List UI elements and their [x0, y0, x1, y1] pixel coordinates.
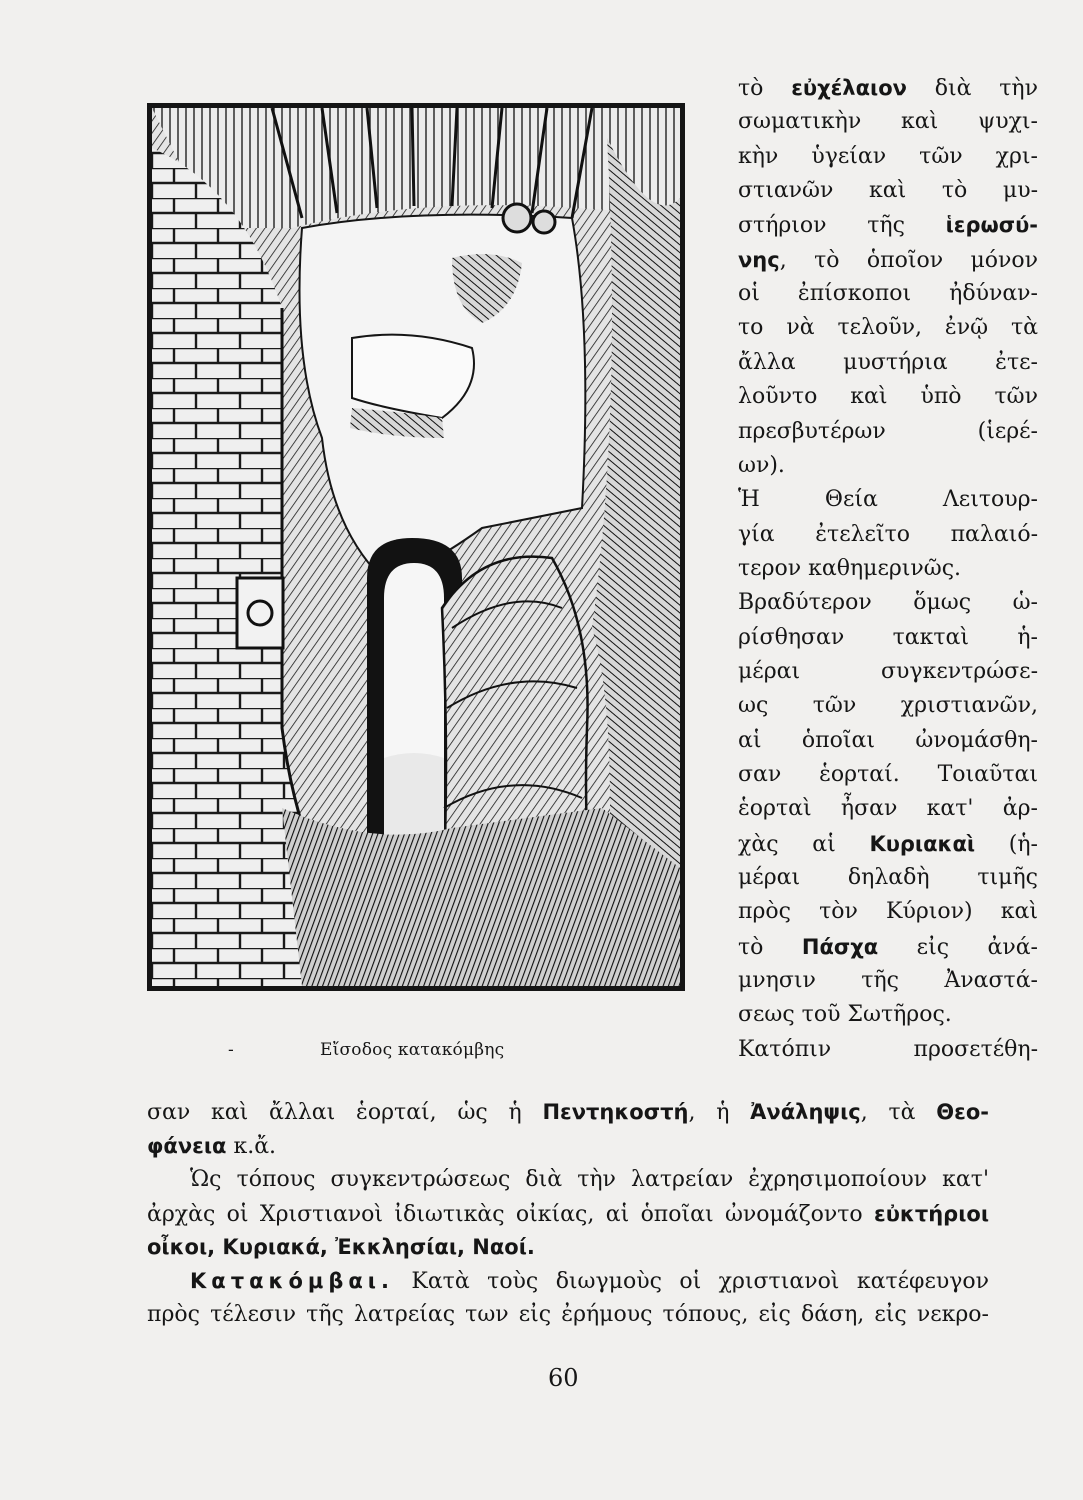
- text-line: οἱ ἐπίσκοποι ἠδύναν-: [738, 281, 1038, 307]
- text-line: στιανῶν καὶ τὸ μυ-: [738, 178, 1038, 204]
- text-line: Ἡ Θεία Λειτουρ-: [738, 487, 1038, 513]
- text-line: μνησιν τῆς Ἀναστά-: [738, 968, 1038, 994]
- catacomb-illustration: [147, 103, 685, 991]
- text-line: πρεσβυτέρων (ἱερέ-: [738, 418, 1038, 444]
- text-line: πρὸς τέλεσιν τῆς λατρείας των εἰς ἐρήμους τόπους, εἰς δάση, εἰς νεκρο-: [147, 1302, 989, 1327]
- bold-term: Πάσχα: [801, 934, 879, 959]
- text-line: το νὰ τελοῦν, ἐνῷ τὰ: [738, 315, 1038, 341]
- text-line: τὸ εὐχέλαιον διὰ τὴν: [738, 76, 1038, 101]
- text-line: τερον καθημερινῶς.: [738, 555, 962, 581]
- text-line: Ὡς τόπους συγκεντρώσεως διὰ τὴν λατρείαν ἐχρησιμοποίουν κατ': [190, 1167, 989, 1192]
- bold-term: νης: [738, 247, 780, 272]
- text-line: πρὸς τὸν Κύριον) καὶ: [738, 899, 1038, 925]
- text-line: ρίσθησαν τακταὶ ἡ-: [738, 624, 1038, 650]
- text-line: λοῦντο καὶ ὑπὸ τῶν: [738, 384, 1038, 410]
- text-line: σεως τοῦ Σωτῆρος.: [738, 1002, 952, 1028]
- text-line: Κατακόμβαι. Κατὰ τοὺς διωγμοὺς οἱ χριστιανοὶ κατέφευγον: [190, 1269, 989, 1294]
- bold-term: Πεντηκοστή: [542, 1100, 689, 1124]
- page-number: 60: [548, 1364, 579, 1392]
- text-line: σαν καὶ ἄλλαι ἑορταί, ὡς ἡ Πεντηκοστή, ἡ Ἀνάληψις, τὰ Θεο-: [147, 1100, 989, 1125]
- bold-term: Κατακόμβαι.: [190, 1269, 394, 1293]
- text-line: ἀρχὰς οἱ Χριστιανοὶ ἰδιωτικὰς οἰκίας, αἱ ὁποῖαι ὠνομάζοντο εὐκτήριοι: [147, 1202, 989, 1227]
- text-line: μέραι συγκεντρώσε-: [738, 658, 1038, 684]
- text-line: ἑορταὶ ἦσαν κατ' ἀρ-: [738, 796, 1038, 822]
- text-line: ων).: [738, 452, 785, 478]
- text-line: [147, 1230, 989, 1265]
- text-line: κὴν ὑγείαν τῶν χρι-: [738, 143, 1038, 169]
- text-line: φάνεια κ.ἄ.: [147, 1134, 277, 1159]
- text-line: νης, τὸ ὁποῖον μόνον: [738, 247, 1038, 273]
- bold-term: Κυριακαὶ: [869, 831, 976, 856]
- text-line: αἱ ὁποῖαι ὠνομάσθη-: [738, 727, 1038, 753]
- bold-term: εὐκτήριοι: [874, 1202, 989, 1226]
- text-line: τὸ Πάσχα εἰς ἀνά-: [738, 934, 1038, 960]
- bold-term: εὐχέλαιον: [791, 76, 907, 100]
- text-line: σαν ἑορταί. Τοιαῦται: [738, 762, 1038, 787]
- bold-term: ἱερωσύ-: [945, 213, 1038, 238]
- text-line: σωματικὴν καὶ ψυχι-: [738, 109, 1038, 135]
- text-line: στήριον τῆς ἱερωσύ-: [738, 213, 1038, 239]
- text-line: γία ἐτελεῖτο παλαιό-: [738, 521, 1038, 547]
- bold-term: Θεο-: [936, 1100, 989, 1124]
- bold-term: οἶκοι, Κυριακά, Ἐκκλησίαι, Ναοί.: [147, 1235, 535, 1259]
- catacomb-entrance-engraving-icon: [152, 108, 680, 986]
- text-line: χὰς αἱ Κυριακαὶ (ἡ-: [738, 831, 1038, 857]
- bold-term: Ἀνάληψις: [750, 1100, 861, 1124]
- caption-dash: -: [228, 1040, 234, 1060]
- text-line: ἄλλα μυστήρια ἐτε-: [738, 349, 1038, 375]
- figure-caption: Εἴσοδος κατακόμβης: [320, 1040, 505, 1060]
- bold-term: φάνεια: [147, 1134, 227, 1158]
- text-line: μέραι δηλαδὴ τιμῆς: [738, 865, 1038, 891]
- text-line: Κατόπιν προσετέθη-: [738, 1036, 1038, 1062]
- text-line: Βραδύτερον ὅμως ὡ-: [738, 590, 1038, 616]
- text-line: ως τῶν χριστιανῶν,: [738, 693, 1038, 719]
